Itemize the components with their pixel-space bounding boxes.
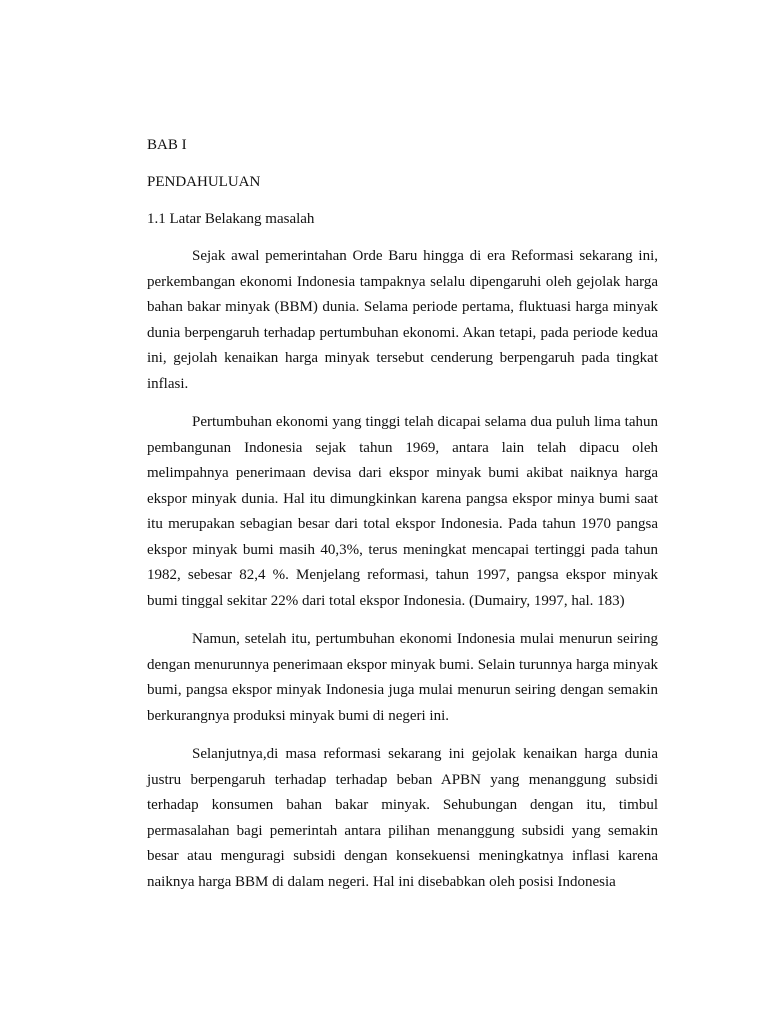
chapter-number: BAB I <box>147 137 187 153</box>
document-body <box>147 135 658 908</box>
chapter-title: PENDAHULUAN <box>147 174 261 190</box>
paragraph-1: Sejak awal pemerintahan Orde Baru hingga di era Reformasi sekarang ini, perkembangan ekonomi Indonesia tampaknya selalu dipengaruhi oleh gejolak harga bahan bakar minyak (BBM) dunia. Selama periode pertama, fluktuasi harga minyak dunia berpengaruh terhadap pertumbuhan ekonomi. Akan tetapi, pada periode kedua ini, gejolah kenaikan harga minyak tersebut cenderung berpengaruh pada tingkat inflasi. <box>147 248 658 392</box>
section-title: 1.1 Latar Belakang masalah <box>147 211 315 227</box>
paragraph-3: Namun, setelah itu, pertumbuhan ekonomi Indonesia mulai menurun seiring dengan menurunnya penerimaan ekspor minyak bumi. Selain turunnya harga minyak bumi, pangsa ekspor minyak Indonesia juga mulai menurun seiring dengan semakin berkurangnya produksi minyak bumi di negeri ini. <box>147 631 658 724</box>
paragraph-2: Pertumbuhan ekonomi yang tinggi telah dicapai selama dua puluh lima tahun pembangunan Indonesia sejak tahun 1969, antara lain telah dipacu oleh melimpahnya penerimaan devisa dari ekspor minyak bumi akibat naiknya harga ekspor minyak dunia. Hal itu dimungkinkan karena pangsa ekspor minya bumi saat itu merupakan sebagian besar dari total ekspor Indonesia. Pada tahun 1970 pangsa ekspor minyak bumi masih 40,3%, terus meningkat mencapai tertinggi pada tahun 1982, sebesar 82,4 %. Menjelang reformasi, tahun 1997, pangsa ekspor minyak bumi tinggal sekitar 22% dari total ekspor Indonesia. (Dumairy, 1997, hal. 183) <box>147 414 658 609</box>
paragraph-4: Selanjutnya,di masa reformasi sekarang ini gejolak kenaikan harga dunia justru berpengaruh terhadap terhadap beban APBN yang menanggung subsidi terhadap konsumen bahan bakar minyak. Sehubungan dengan itu, timbul permasalahan bagi pemerintah antara pilihan menanggung subsidi yang semakin besar atau menguragi subsidi dengan konsekuensi meningkatnya inflasi karena naiknya harga BBM di dalam negeri. Hal ini disebabkan oleh posisi Indonesia <box>147 746 658 890</box>
